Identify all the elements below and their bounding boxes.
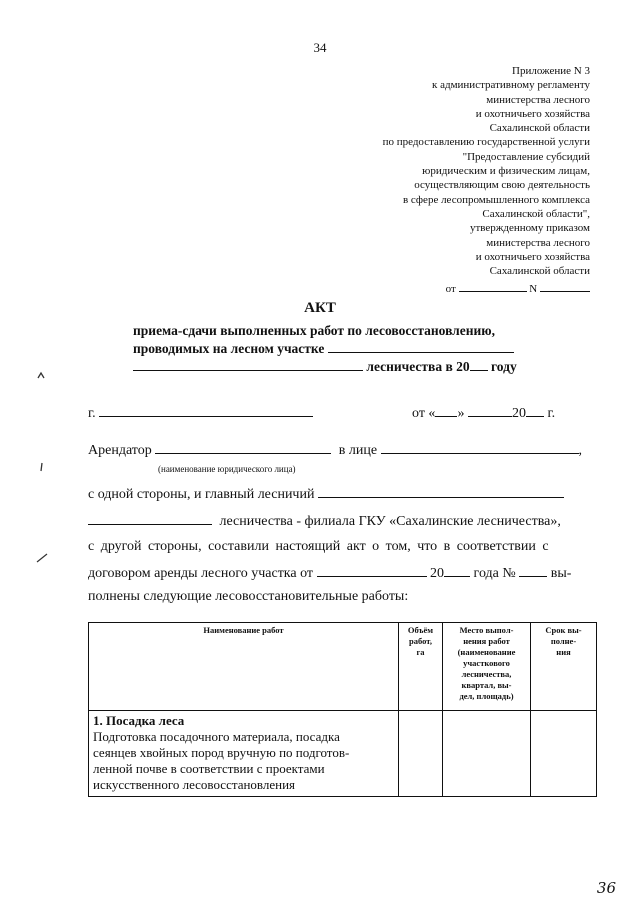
header-place-line: квартал, вы- — [461, 680, 512, 690]
appendix-header — [383, 64, 590, 297]
one-side-text: с одной стороны, и главный лесничий — [88, 487, 315, 502]
in-person-label: в лице — [338, 443, 378, 458]
page-number: 34 — [313, 40, 327, 55]
contract-number-label: года № — [473, 566, 516, 581]
subtitle-line-3-text: лесничества в 20 — [366, 359, 470, 374]
place-cell — [443, 711, 531, 797]
other-side-line: с другой стороны, составили настоящий акт о том, что в соответствии с — [88, 539, 549, 554]
contract-line — [88, 564, 571, 582]
header-place-line: лесничества, — [461, 669, 512, 679]
act-date — [412, 404, 555, 422]
contract-year-blank — [444, 564, 470, 577]
work-name-cell — [89, 711, 399, 797]
appendix-date-from: от — [445, 283, 456, 296]
date-open: от « — [412, 406, 436, 421]
margin-mark-icon — [36, 370, 46, 380]
forest-plot-blank — [328, 340, 514, 353]
term-cell — [531, 711, 597, 797]
appendix-line: по предоставлению государственной услуги — [382, 136, 590, 149]
work-description-line: ленной почве в соответствии с проектами — [93, 761, 325, 776]
work-title: 1. Посадка леса — [93, 713, 185, 728]
date-suffix: г. — [547, 406, 556, 421]
contract-text: договором аренды лесного участка от — [88, 566, 314, 581]
city-date-line — [88, 404, 313, 422]
volume-cell — [399, 711, 443, 797]
margin-mark-icon — [36, 552, 48, 564]
appendix-line: министерства лесного — [486, 236, 590, 249]
lessee-comma: , — [578, 443, 583, 458]
appendix-line: утвержденному приказом — [469, 222, 590, 235]
city-blank — [99, 404, 313, 417]
table-row — [89, 711, 597, 797]
header-volume-line: га — [416, 647, 425, 657]
one-side-line — [88, 485, 564, 503]
work-description — [90, 729, 397, 795]
date-year-prefix: 20 — [511, 406, 526, 421]
branch-text: лесничества - филиала ГКУ «Сахалинские лесничества», — [219, 514, 561, 529]
header-volume — [399, 623, 443, 711]
contract-date-blank — [317, 564, 427, 577]
lessee-label: Арендатор — [88, 443, 152, 458]
appendix-line: Сахалинской области", — [482, 207, 590, 220]
header-term-line: Срок вы- — [545, 625, 582, 635]
appendix-line: Сахалинской области — [489, 122, 590, 135]
date-month-blank — [468, 404, 512, 417]
subtitle-line-3-year: году — [491, 359, 517, 374]
table-header-row — [89, 623, 597, 711]
performed-line: полнены следующие лесовосстановительные работы: — [88, 589, 409, 604]
year-blank — [470, 358, 488, 371]
appendix-line: и охотничьего хозяйства — [475, 250, 590, 263]
appendix-line: к административному регламенту — [432, 79, 590, 92]
work-description-line: сеянцев хвойных пород вручную по подготов- — [93, 745, 350, 760]
forestry-name-blank — [133, 358, 363, 371]
lessee-line — [88, 441, 582, 459]
date-close: » — [457, 406, 465, 421]
header-place-line: дел, площадь) — [459, 691, 514, 701]
work-description-line: Подготовка посадочного материала, посадка — [93, 729, 340, 744]
appendix-line: министерства лесного — [486, 93, 590, 106]
appendix-line: Сахалинской области — [489, 265, 590, 278]
margin-mark-icon — [38, 462, 46, 472]
works-table — [88, 622, 597, 797]
date-year-blank — [526, 404, 544, 417]
appendix-line: "Предоставление субсидий — [462, 150, 590, 163]
act-subtitle — [133, 322, 517, 376]
header-place-line: участкового — [463, 658, 510, 668]
appendix-line: юридическим и физическим лицам, — [422, 165, 590, 178]
appendix-line: Приложение N 3 — [512, 65, 590, 77]
contract-number-blank — [519, 564, 547, 577]
act-title: АКТ — [304, 300, 336, 316]
header-volume-line: Объём — [407, 625, 434, 635]
appendix-date-line — [383, 279, 590, 296]
header-term-line: полне- — [550, 636, 577, 646]
subtitle-line-2-text: проводимых на лесном участке — [133, 341, 325, 356]
work-description-line: искусственного лесовосстановления — [93, 777, 296, 792]
header-place — [443, 623, 531, 711]
lessee-blank — [155, 441, 331, 454]
header-term — [531, 623, 597, 711]
appendix-number-label: N — [529, 283, 538, 296]
subtitle-line-1: приема-сдачи выполненных работ по лесовосстановлению, — [133, 323, 495, 338]
branch-line — [88, 512, 561, 530]
header-work-name: Наименование работ — [89, 623, 399, 711]
contract-year: 20 — [430, 566, 445, 581]
caption-legal-entity: (наименование юридического лица) — [158, 464, 296, 474]
appendix-line: и охотничьего хозяйства — [475, 107, 590, 120]
handwritten-page-mark: 36 — [596, 879, 616, 897]
header-place-line: (наименование — [457, 647, 516, 657]
representative-blank — [381, 441, 579, 454]
header-term-line: ния — [556, 647, 571, 657]
city-prefix: г. — [88, 406, 96, 421]
appendix-date-blank — [459, 279, 527, 292]
appendix-number-blank — [540, 279, 590, 292]
date-day-blank — [435, 404, 457, 417]
header-place-line: Место выпол- — [459, 625, 514, 635]
contract-hyphen: вы- — [550, 566, 572, 581]
subtitle-line-2 — [133, 340, 517, 358]
header-volume-line: работ, — [409, 636, 432, 646]
chief-forester-blank — [318, 485, 564, 498]
appendix-line: осуществляющим свою деятельность — [414, 179, 590, 192]
header-place-line: нения работ — [463, 636, 510, 646]
appendix-line: в сфере лесопромышленного комплекса — [402, 193, 590, 206]
subtitle-line-3 — [133, 358, 517, 376]
branch-blank — [88, 512, 212, 525]
